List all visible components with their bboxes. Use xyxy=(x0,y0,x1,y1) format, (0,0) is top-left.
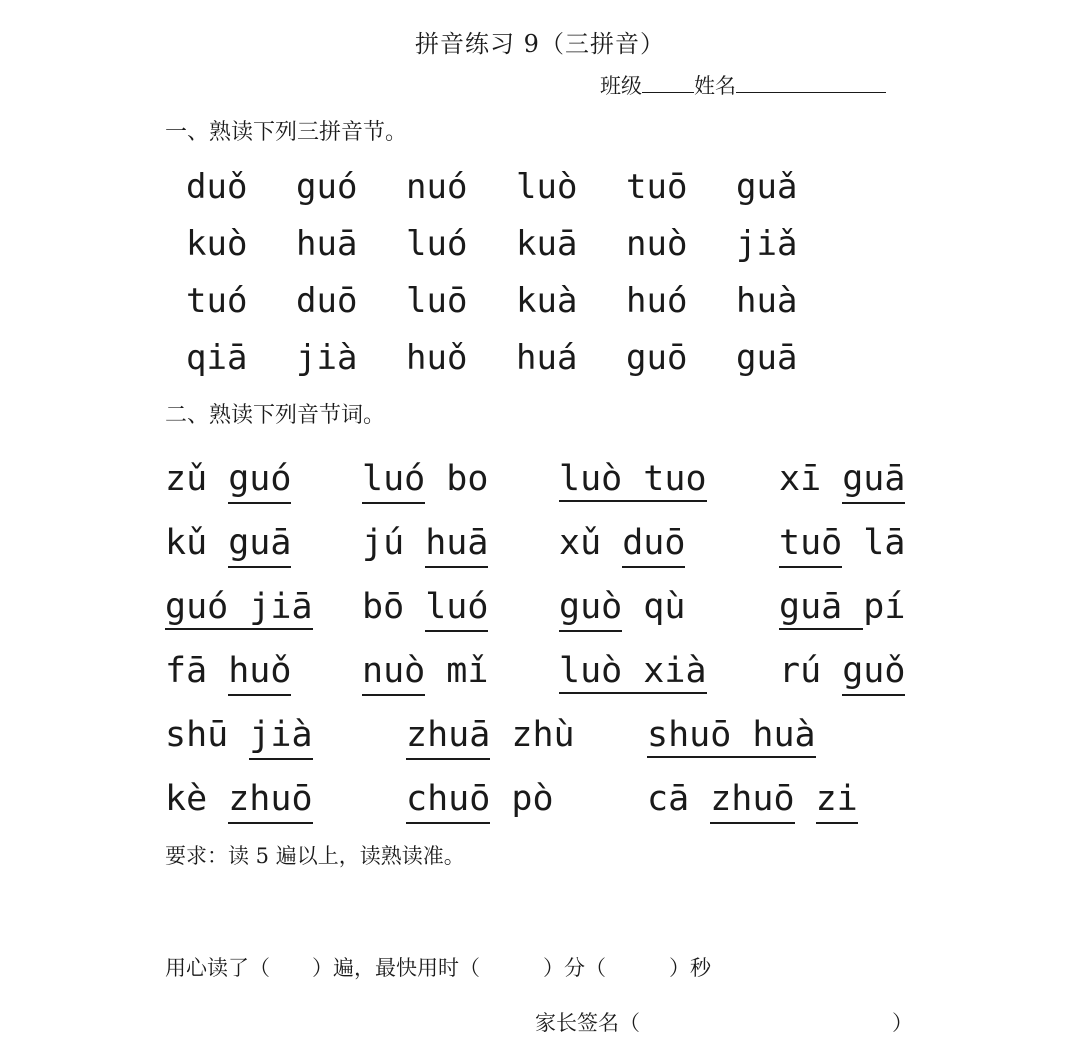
syllable: kuā xyxy=(516,224,578,264)
underlined-syllable: jià xyxy=(249,713,312,760)
pinyin-word xyxy=(165,713,313,760)
pinyin-word xyxy=(647,777,858,824)
word-syllable: lā xyxy=(863,523,906,563)
underlined-word xyxy=(165,587,313,630)
syllable: huā xyxy=(296,224,358,264)
underlined-syllable: luó xyxy=(362,457,425,504)
syllable: huǒ xyxy=(406,338,468,378)
underlined-syllable: huā xyxy=(425,521,488,568)
underlined-syllable: guā xyxy=(842,457,905,504)
syllable: guā xyxy=(736,338,798,378)
pinyin-word xyxy=(647,713,816,757)
pinyin-word xyxy=(165,585,313,629)
syllable-row xyxy=(186,162,846,219)
syllable: jiǎ xyxy=(736,224,798,264)
underlined-word xyxy=(559,651,707,694)
pinyin-word xyxy=(559,649,707,693)
word-syllable: luò xyxy=(559,459,623,499)
syllable-row xyxy=(186,333,846,390)
syllable: guó xyxy=(296,167,358,207)
pinyin-word xyxy=(165,649,291,696)
word-syllable: huà xyxy=(752,715,816,755)
syllable: nuó xyxy=(406,167,468,207)
syllable: luō xyxy=(406,281,468,321)
word-syllable: pò xyxy=(511,779,554,819)
class-name-line xyxy=(600,70,886,100)
underlined-syllable: duō xyxy=(622,521,685,568)
pinyin-word xyxy=(165,457,291,504)
word-syllable: zhù xyxy=(511,715,575,755)
pinyin-word xyxy=(779,585,905,629)
worksheet-title: 拼音练习 9（三拼音） xyxy=(415,30,665,58)
word-syllable: shuō xyxy=(647,715,732,755)
underlined-syllable: luó xyxy=(425,585,488,632)
underlined-syllable: zhuā xyxy=(406,713,490,760)
syllable: kuò xyxy=(186,224,248,264)
pinyin-word xyxy=(165,521,291,568)
word-syllable: guó xyxy=(165,587,229,627)
pinyin-syllable-grid xyxy=(186,162,846,390)
pinyin-word xyxy=(779,457,905,504)
syllable: qiā xyxy=(186,338,248,378)
syllable: duǒ xyxy=(186,167,248,207)
syllable: huó xyxy=(626,281,688,321)
name-label: 姓名 xyxy=(694,74,736,98)
name-blank xyxy=(736,72,886,93)
pinyin-word xyxy=(779,521,905,568)
word-syllable: xī xyxy=(779,459,822,499)
pinyin-word xyxy=(362,585,488,632)
underlined-word xyxy=(559,459,707,502)
word-syllable: bō xyxy=(362,587,405,627)
pinyin-word xyxy=(165,777,313,824)
syllable: jià xyxy=(296,338,358,378)
pinyin-word xyxy=(559,585,685,632)
underlined-syllable: zhuō xyxy=(228,777,312,824)
syllable: duō xyxy=(296,281,358,321)
reading-log-line: 用心读了（ ）遍，最快用时（ ）分（ ）秒 xyxy=(165,956,711,980)
underlined-syllable: zhuō xyxy=(710,777,794,824)
word-syllable: shū xyxy=(165,715,229,755)
syllable-row xyxy=(186,276,846,333)
underlined-syllable: guò xyxy=(559,585,622,632)
word-syllable: luò xyxy=(559,651,623,691)
syllable: huá xyxy=(516,338,578,378)
syllable: guō xyxy=(626,338,688,378)
pinyin-word xyxy=(406,777,554,824)
underlined-syllable: tuō xyxy=(779,521,842,568)
pinyin-word xyxy=(406,713,575,760)
word-syllable: xià xyxy=(643,651,707,691)
syllable-row xyxy=(186,219,846,276)
syllable: tuō xyxy=(626,167,688,207)
underlined-syllable: chuō xyxy=(406,777,490,824)
pinyin-word xyxy=(362,457,488,504)
underlined-syllable: guǒ xyxy=(842,649,905,696)
underlined-syllable: nuò xyxy=(362,649,425,696)
underlined-syllable: zi xyxy=(816,777,858,824)
syllable: huà xyxy=(736,281,798,321)
word-syllable: pí xyxy=(863,587,906,627)
word-syllable: cā xyxy=(647,779,690,819)
word-syllable: rú xyxy=(779,651,822,691)
word-syllable: mǐ xyxy=(446,651,489,691)
pinyin-word xyxy=(779,649,905,696)
syllable: tuó xyxy=(186,281,248,321)
word-syllable: jú xyxy=(362,523,405,563)
pinyin-word xyxy=(559,457,707,501)
section1-heading: 一、熟读下列三拼音节。 xyxy=(165,120,408,145)
word-syllable: qù xyxy=(643,587,686,627)
class-blank xyxy=(642,72,694,93)
syllable: luó xyxy=(406,224,468,264)
section2-heading: 二、熟读下列音节词。 xyxy=(165,403,386,428)
underlined-syllable: guó xyxy=(228,457,291,504)
pinyin-word xyxy=(559,521,685,568)
word-syllable: tuo xyxy=(643,459,707,499)
word-syllable: zǔ xyxy=(165,459,208,499)
underlined-syllable: guā xyxy=(228,521,291,568)
word-syllable: bo xyxy=(446,459,489,499)
syllable: nuò xyxy=(626,224,688,264)
reading-requirement: 要求：读 5 遍以上，读熟读准。 xyxy=(165,844,465,868)
syllable: luò xyxy=(516,167,578,207)
underlined-word xyxy=(647,715,816,758)
word-syllable: kè xyxy=(165,779,208,819)
word-syllable: guā xyxy=(779,587,843,627)
pinyin-word xyxy=(362,649,488,696)
syllable: kuà xyxy=(516,281,578,321)
word-syllable: xǔ xyxy=(559,523,602,563)
class-label: 班级 xyxy=(600,74,642,98)
parent-signature-line: 家长签名（ ） xyxy=(535,1011,913,1035)
word-syllable: jiā xyxy=(249,587,313,627)
word-syllable: kǔ xyxy=(165,523,208,563)
underlined-syllable: huǒ xyxy=(228,649,291,696)
word-syllable: fā xyxy=(165,651,208,691)
pinyin-word xyxy=(362,521,488,568)
underlined-word xyxy=(779,587,863,630)
syllable: guǎ xyxy=(736,167,798,207)
